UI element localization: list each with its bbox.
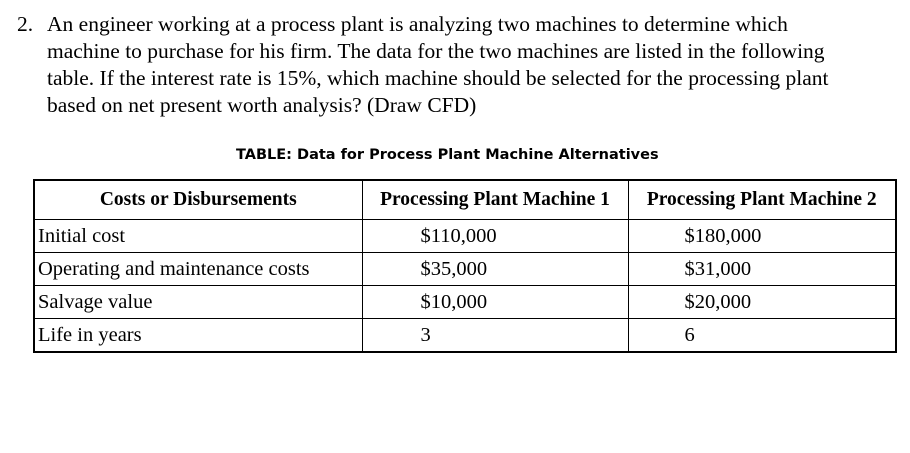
row-label: Salvage value (34, 286, 362, 319)
machine-2-value: $20,000 (628, 286, 896, 319)
machine-2-value: 6 (628, 319, 896, 353)
table-row (34, 319, 896, 353)
machine-2-value: $180,000 (628, 220, 896, 253)
machine-1-value: $10,000 (362, 286, 628, 319)
machine-1-value: 3 (362, 319, 628, 353)
table-header-row (34, 180, 896, 220)
question-line: table. If the interest rate is 15%, which machine should be selected for the processing plant (47, 66, 829, 90)
question-number: 2. (17, 12, 34, 36)
machine-1-value: $110,000 (362, 220, 628, 253)
question-text (47, 11, 897, 119)
row-label: Operating and maintenance costs (34, 253, 362, 286)
machine-data-table (33, 179, 897, 353)
machine-1-value: $35,000 (362, 253, 628, 286)
question-line: machine to purchase for his firm. The data for the two machines are listed in the following (47, 39, 825, 63)
machine-2-value: $31,000 (628, 253, 896, 286)
table-row (34, 220, 896, 253)
table-row (34, 253, 896, 286)
row-label: Life in years (34, 319, 362, 353)
row-label: Initial cost (34, 220, 362, 253)
question-line: based on net present worth analysis? (Draw CFD) (47, 93, 477, 117)
column-header-machine-1: Processing Plant Machine 1 (362, 180, 628, 220)
column-header-machine-2: Processing Plant Machine 2 (628, 180, 896, 220)
column-header-costs: Costs or Disbursements (34, 180, 362, 220)
table-row (34, 286, 896, 319)
question-block (17, 11, 897, 119)
table-caption: TABLE: Data for Process Plant Machine Alternatives (236, 147, 659, 163)
question-line: An engineer working at a process plant is analyzing two machines to determine which (47, 12, 788, 36)
